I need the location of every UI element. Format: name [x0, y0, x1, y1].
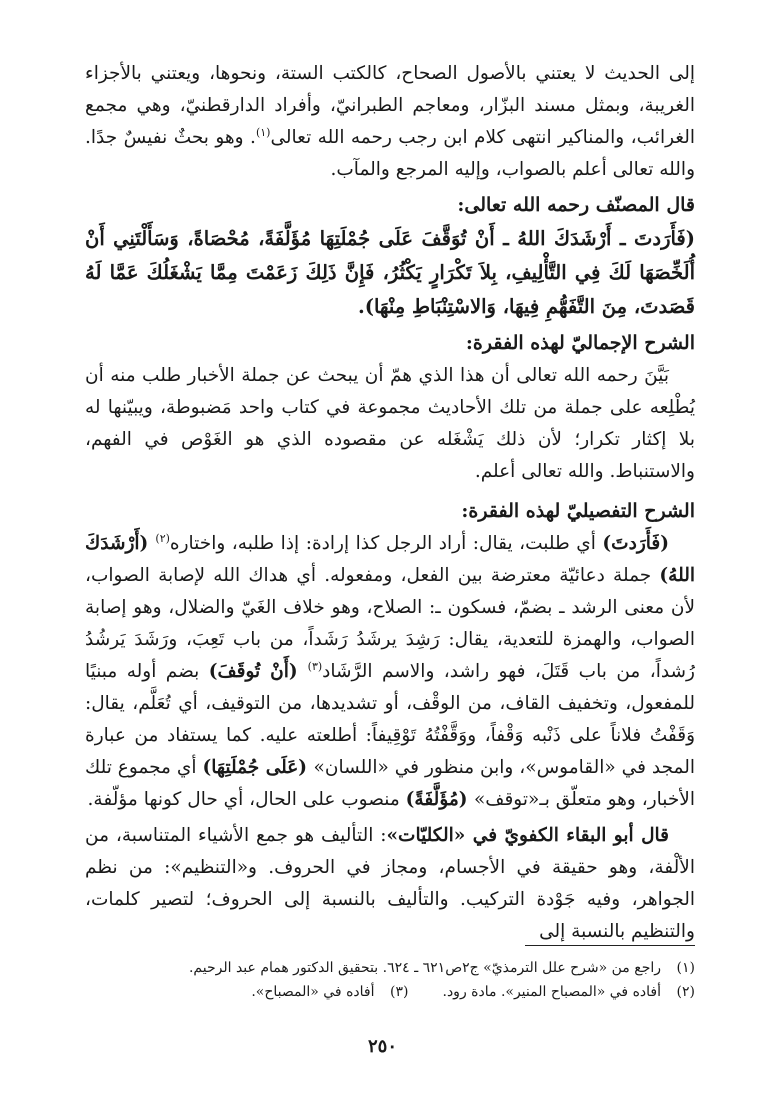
paragraph-detailed-explanation: (فَأَرَدتَ) أي طلبت، يقال: أراد الرجل كذا إرادة: إذا طلبه، واختاره$^{(٢)}$ (أَرْشَدَكَ اللهُ) جملة دعائيّة معترضة بين الفعل، ومفعوله. أي هداك الله لإصابة الصواب، لأن معنى الرشد ـ بضمّ، فسكون ـ: الصلاح، وهو خلاف الغَيّ والضلال، وهو إصابة الصواب، والهمزة للتعدية، يقال: رَشِدَ يرشَدُ رَشَداً، من باب تَعِبَ، ورَشَدَ يَرشُدُ رُشداً، من باب قَتَلَ، فهو راشد، والاسم الرَّشَاد$^{(٣)}$ (أَنْ تُوقَفَ) بضم أوله مبنيًا للمفعول، وتخفيف القاف، من الوقْف، أو تشديدها، من التوقيف، أي تُعَلَّم، يقال: وَقَفْتُ فلاناً على ذَنْبه وَقْفاً، ووَقَّفْتُهُ تَوْقِيفاً: أطلعته عليه. كما يستفاد من عبارة المجد في «القاموس»، وابن منظور في «اللسان» (عَلَى جُمْلَتِهَا) أي مجموع تلك الأخبار، وهو متعلّق بـ«توقف» (مُؤَلَّفَةً) منصوب على الحال، أي حال كونها مؤلّفة. [85, 531, 695, 810]
citation-lead: قال أبو البقاء الكفويّ في «الكليّات» [386, 825, 669, 846]
quoted-term: (أَنْ تُوقَفَ) [208, 661, 308, 682]
footnote-ref: (٢) [155, 531, 170, 545]
quoted-term: (مُؤَلَّفَةً) [405, 789, 474, 810]
quoted-term: (أَرْشَدَكَ اللهُ) [85, 533, 695, 586]
footnote-ref: (١) [255, 125, 271, 139]
paragraph-intro: إلى الحديث لا يعتني بالأصول الصحاح، كالكتب الستة، ونحوها، ويعتني بالأجزاء الغريبة، وبمثل مسند البزّار، ومعاجم الطبرانيّ، وأفراد الدارقطنيّ، وهي مجمع الغرائب، والمناكير انتهى كلام ابن رجب رحمه الله تعالى$^{(١)}$. وهو بحثٌ نفيسٌ جدًا. والله تعالى أعلم بالصواب، وإليه المرجع والمآب. [85, 63, 696, 180]
paragraph-kulliyat: قال أبو البقاء الكفويّ في «الكليّات»: التأليف هو جمع الأشياء المتناسبة، من الألْفة، وهو حقيقة في الأجسام، ومجاز في الحروف. و«التنظيم»: من نظم الجواهر، وفيه جَوْدة التركيب. والتأليف بالنسبة إلى الحروف؛ لتصير كلمات، والتنظيم بالنسبة إلى [85, 825, 695, 942]
footnote-2-3: (٢)أفاده في «المصباح المنير». مادة رود.(٣)أفاده في «المصباح». [251, 984, 695, 1000]
footnote-1: (١)راجع من «شرح علل الترمذيّ» ج٢ص٦٢١ ـ ٦٢٤. بتحقيق الدكتور همام عبد الرحيم. [188, 960, 695, 976]
page-body [85, 58, 695, 948]
footnote-divider [525, 945, 695, 946]
heading-general-explanation: الشرح الإجماليّ لهذه الفقرة: [465, 332, 695, 354]
footnote-ref: (٣) [307, 659, 323, 673]
heading-detailed-explanation: الشرح التفصيليّ لهذه الفقرة: [461, 500, 695, 522]
heading-author-says: قال المصنّف رحمه الله تعالى: [457, 194, 695, 216]
footnotes [85, 945, 695, 1004]
paragraph-general-explanation: بَيَّنَ رحمه الله تعالى أن هذا الذي همّ أن يبحث عن جملة الأخبار طلب منه أن يُطْلِعه على جملة من تلك الأحاديث مجموعة في كتاب واحد مَضبوطة، ويبيّنها له بلا إكثار تكرار؛ لأن ذلك يَشْغَله عن مقصوده الذي هو الغَوْص في الفهم، والاستنباط. والله تعالى أعلم. [85, 365, 695, 482]
quoted-term: (فَأَرَدتَ) [602, 533, 669, 554]
matn-quote: (فَأَرَدتَ ـ أَرْشَدَكَ اللهُ ـ أَنْ تُوَقَّفَ عَلَى جُمْلَتِهَا مُؤَلَّفَةً، مُحْصَاةً، وَسَأَلْتَنِي أَنْ أُلَخِّصَهَا لَكَ فِي التَّأْلِيفِ، بِلاَ تَكْرَارٍ يَكْثُرُ، فَإِنَّ ذَلِكَ زَعَمْتَ مِمَّا يَشْغَلُكَ عَمَّا لَهُ قَصَدتَ، مِنَ التَّفَهُّمِ فِيهَا، وَالاسْتِنْبَاطِ مِنْهَا). [85, 227, 695, 318]
quoted-term: (عَلَى جُمْلَتِهَا) [202, 757, 314, 778]
page-number: ٢٥٠ [367, 1036, 397, 1057]
